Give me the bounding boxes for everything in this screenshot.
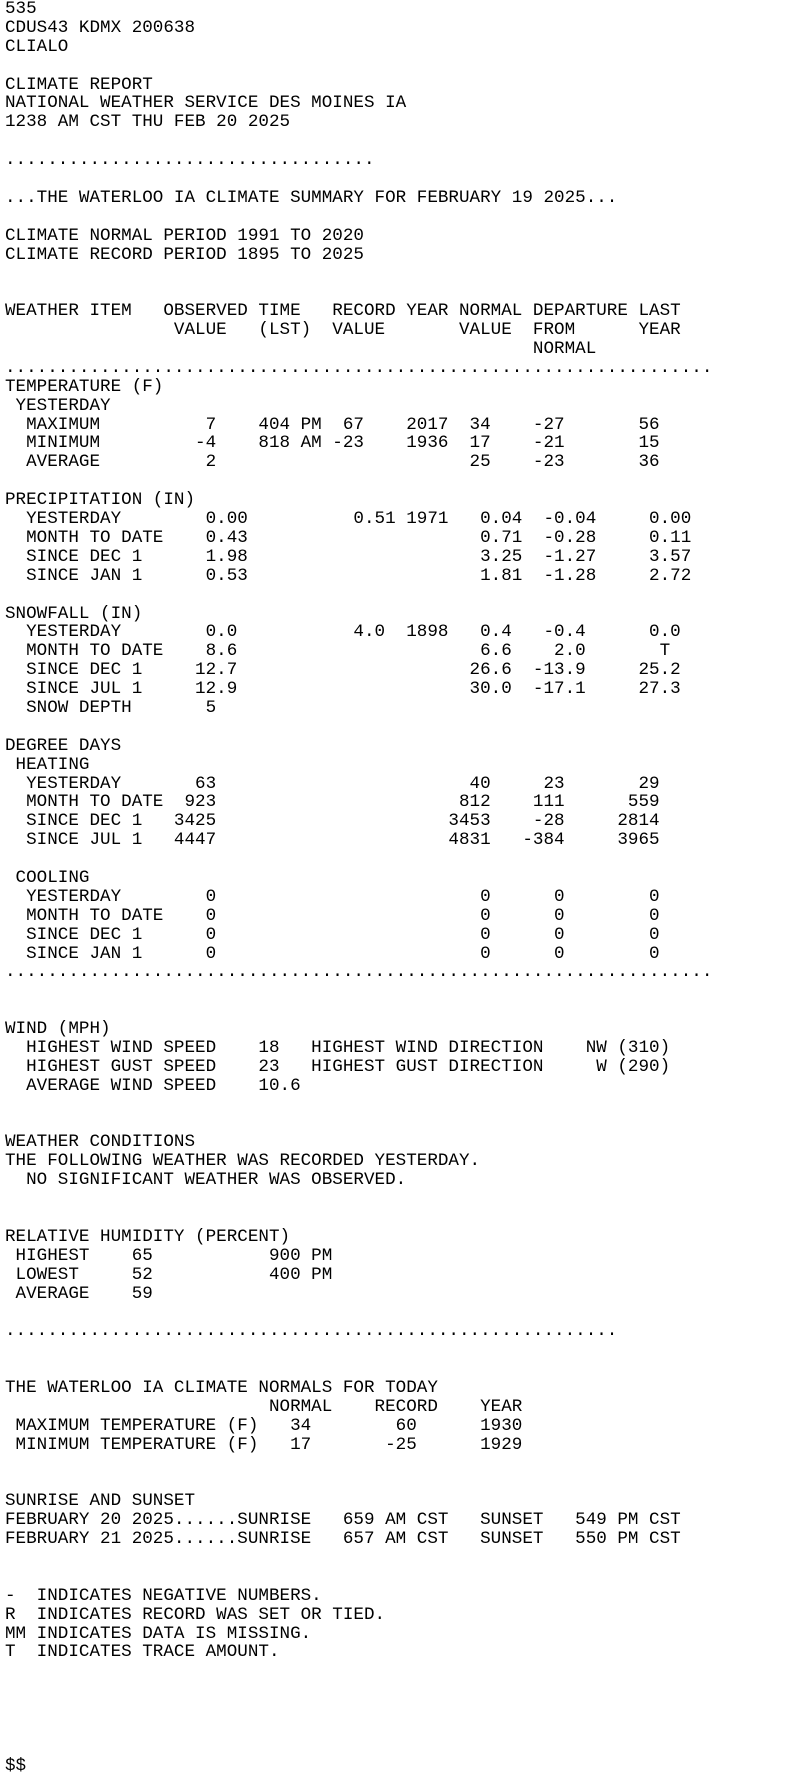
report-line: VALUE (LST) VALUE VALUE FROM YEAR [5,320,681,341]
report-line: HIGHEST WIND SPEED 18 HIGHEST WIND DIRECTION NW (310) [5,1037,671,1058]
report-line: AVERAGE 2 25 -23 36 [5,452,660,473]
report-line: HIGHEST GUST SPEED 23 HIGHEST GUST DIRECTION W (290) [5,1056,671,1077]
report-line [5,1209,810,1228]
report-line [5,132,810,151]
report-line [5,1700,810,1719]
report-line: TEMPERATURE (F) [5,376,164,397]
report-line: HEATING [5,754,90,775]
report-line: COOLING [5,867,90,888]
report-line: MAXIMUM TEMPERATURE (F) 34 60 1930 [5,1415,523,1436]
report-line: CLIMATE REPORT [5,74,153,95]
report-line [5,1001,810,1020]
report-line: R INDICATES RECORD WAS SET OR TIED. [5,1604,386,1625]
report-line [5,170,810,189]
report-line: MAXIMUM 7 404 PM 67 2017 34 -27 56 [5,414,660,435]
report-line [5,1662,810,1681]
report-line [5,208,810,227]
report-line: ................................... [5,150,375,171]
report-line: AVERAGE 59 [5,1283,153,1304]
report-line: SINCE JUL 1 4447 4831 -384 3965 [5,830,660,851]
report-line: ...THE WATERLOO IA CLIMATE SUMMARY FOR FEBRUARY 19 2025... [5,187,618,208]
report-line: SINCE DEC 1 0 0 0 0 [5,924,660,945]
report-line: WIND (MPH) [5,1019,111,1040]
report-line [5,1738,810,1757]
report-line [5,1096,810,1115]
report-line: MINIMUM TEMPERATURE (F) 17 -25 1929 [5,1434,523,1455]
report-line: YESTERDAY 63 40 23 29 [5,773,660,794]
report-line: YESTERDAY 0.00 0.51 1971 0.04 -0.04 0.00 [5,509,692,530]
report-line [5,1360,810,1379]
report-line: ................................................................... [5,962,713,983]
report-line: MONTH TO DATE 0 0 0 0 [5,905,660,926]
report-line: LOWEST 52 400 PM [5,1264,333,1285]
report-line: WEATHER ITEM OBSERVED TIME RECORD YEAR NORMAL DEPARTURE LAST [5,301,681,322]
report-line [5,283,810,302]
report-line: MONTH TO DATE 0.43 0.71 -0.28 0.11 [5,527,692,548]
report-line [5,1341,810,1360]
report-line [5,1303,810,1322]
report-line: NORMAL RECORD YEAR [5,1396,523,1417]
report-line [5,57,810,76]
report-line: SNOWFALL (IN) [5,603,143,624]
report-line: .......................................................... [5,1321,618,1342]
report-line: T INDICATES TRACE AMOUNT. [5,1642,280,1663]
report-line [5,586,810,605]
report-line: YESTERDAY [5,395,111,416]
report-line: YESTERDAY 0.0 4.0 1898 0.4 -0.4 0.0 [5,622,681,643]
report-line [5,1681,810,1700]
report-line [5,1549,810,1568]
report-line: SINCE JAN 1 0 0 0 0 [5,943,660,964]
report-line: - INDICATES NEGATIVE NUMBERS. [5,1585,322,1606]
report-line: ................................................................... [5,357,713,378]
report-line [5,1719,810,1738]
report-line [5,264,810,283]
report-line: THE FOLLOWING WEATHER WAS RECORDED YESTERDAY. [5,1151,481,1172]
report-line: CLIMATE RECORD PERIOD 1895 TO 2025 [5,244,364,265]
report-line: SNOW DEPTH 5 [5,697,217,718]
report-line [5,1455,810,1474]
report-line: MINIMUM -4 818 AM -23 1936 17 -21 15 [5,433,660,454]
report-line: $$ [5,1755,27,1776]
report-line: SUNRISE AND SUNSET [5,1491,196,1512]
report-line: CLIALO [5,36,69,57]
report-line: NO SIGNIFICANT WEATHER WAS OBSERVED. [5,1170,407,1191]
report-line [5,1115,810,1134]
report-line: WEATHER CONDITIONS [5,1132,196,1153]
report-line: 535 [5,0,37,19]
report-line: AVERAGE WIND SPEED 10.6 [5,1075,301,1096]
report-line: SINCE DEC 1 1.98 3.25 -1.27 3.57 [5,546,692,567]
report-line: SINCE DEC 1 3425 3453 -28 2814 [5,811,660,832]
report-line: RELATIVE HUMIDITY (PERCENT) [5,1226,291,1247]
report-line [5,982,810,1001]
report-line [5,1190,810,1209]
report-line [5,850,810,869]
report-line: THE WATERLOO IA CLIMATE NORMALS FOR TODAY [5,1378,438,1399]
report-line: 1238 AM CST THU FEB 20 2025 [5,112,291,133]
report-line: CDUS43 KDMX 200638 [5,17,196,38]
report-line: HIGHEST 65 900 PM [5,1245,333,1266]
report-line: FEBRUARY 20 2025......SUNRISE 659 AM CST SUNSET 549 PM CST [5,1510,681,1531]
report-line: NATIONAL WEATHER SERVICE DES MOINES IA [5,93,407,114]
report-line: SINCE JAN 1 0.53 1.81 -1.28 2.72 [5,565,692,586]
report-line: CLIMATE NORMAL PERIOD 1991 TO 2020 [5,225,364,246]
report-line: MONTH TO DATE 8.6 6.6 2.0 T [5,641,671,662]
report-line [5,718,810,737]
report-line: SINCE DEC 1 12.7 26.6 -13.9 25.2 [5,660,681,681]
report-line: YESTERDAY 0 0 0 0 [5,886,660,907]
report-line: NORMAL [5,339,597,360]
report-line: MM INDICATES DATA IS MISSING. [5,1623,312,1644]
report-line: DEGREE DAYS [5,735,122,756]
report-line: PRECIPITATION (IN) [5,490,196,511]
report-line [5,1568,810,1587]
report-line: SINCE JUL 1 12.9 30.0 -17.1 27.3 [5,679,681,700]
report-line: FEBRUARY 21 2025......SUNRISE 657 AM CST SUNSET 550 PM CST [5,1529,681,1550]
report-line [5,1473,810,1492]
report-line [5,472,810,491]
report-line: MONTH TO DATE 923 812 111 559 [5,792,660,813]
